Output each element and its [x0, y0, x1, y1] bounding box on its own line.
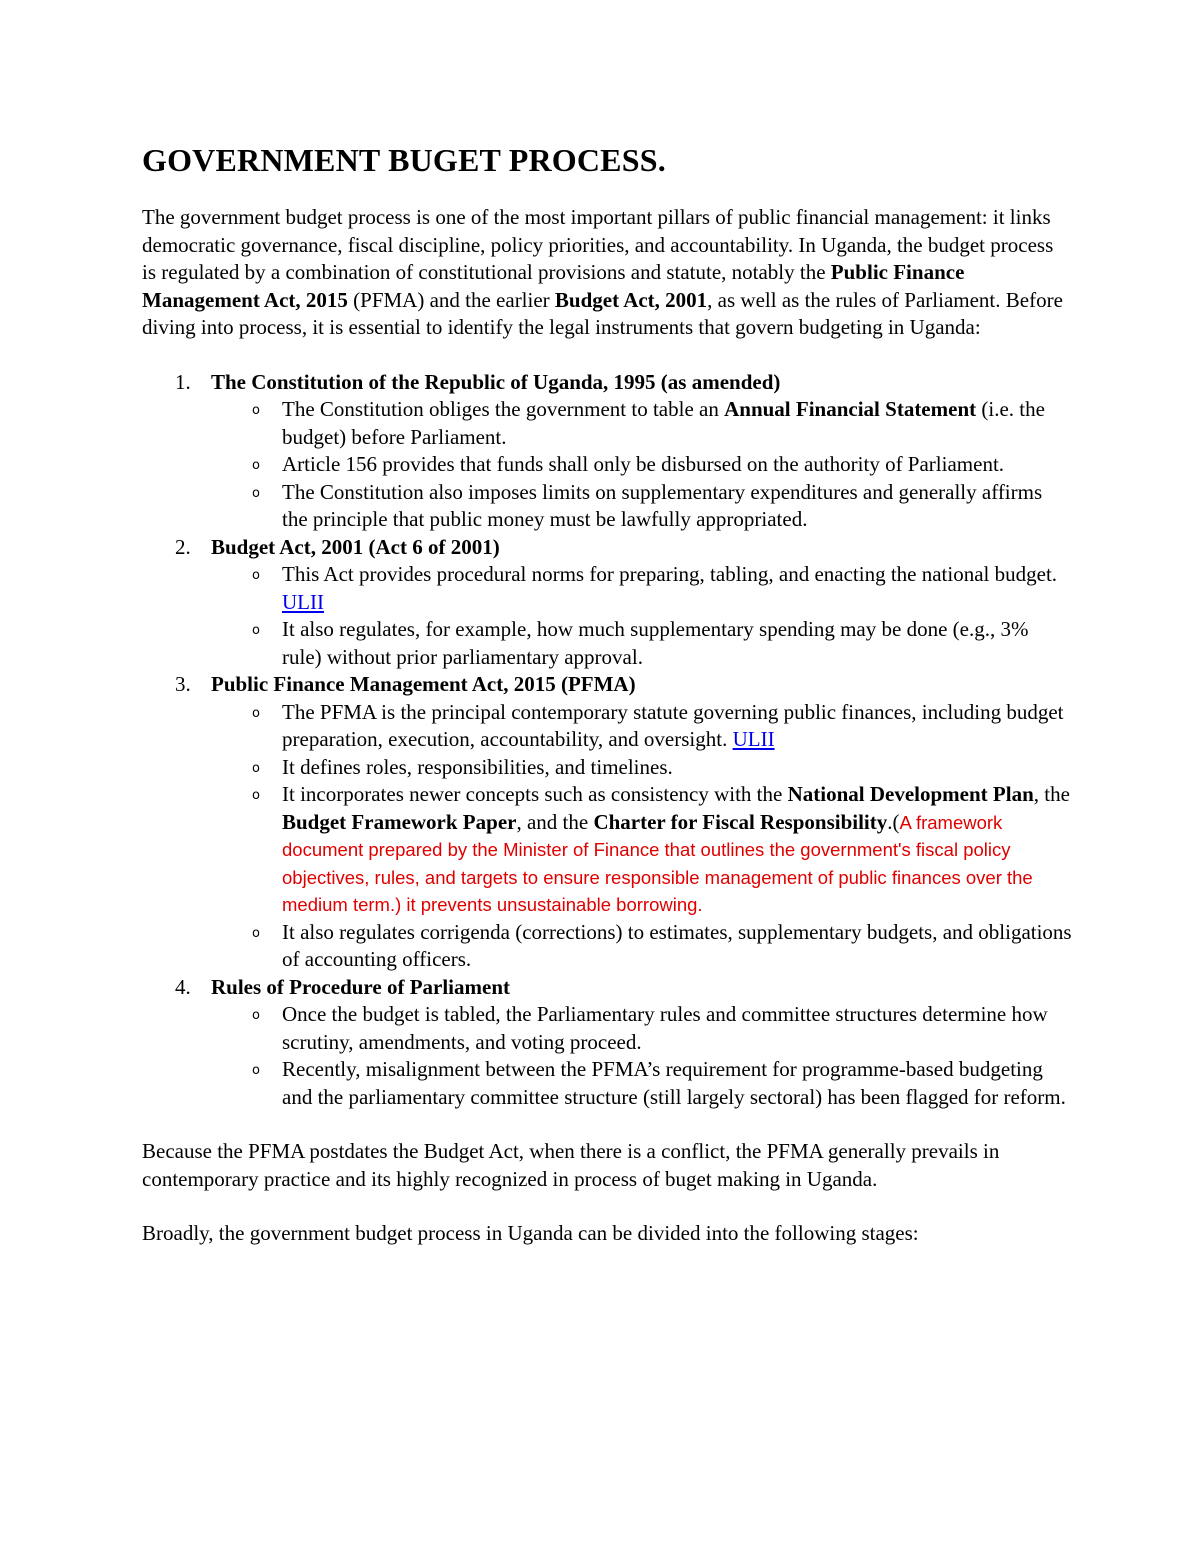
sub-bold: Budget Framework Paper — [282, 809, 517, 834]
conclusion-paragraph: Because the PFMA postdates the Budget Act, when there is a conflict, the PFMA generally prevails in contemporary practice and its highly recognized in process of buget making in Uganda. — [142, 1139, 1000, 1191]
list-number: 1. — [175, 369, 191, 394]
intro-text-3: , as well as the rules of Parliament. Before diving into process, it is essential to identify the legal instruments that govern budgeting in Uganda: — [142, 287, 1063, 339]
intro-paragraph — [142, 204, 1072, 342]
bullet-icon: o — [252, 623, 260, 638]
bullet-icon: o — [252, 788, 260, 803]
intro-bold-budget-act: Budget Act, 2001 — [554, 287, 708, 312]
legal-instruments-list — [142, 369, 1072, 1112]
sub-list — [211, 396, 1072, 534]
sub-list-item — [142, 1001, 1072, 1056]
sub-list-item — [142, 919, 1072, 974]
bullet-icon: o — [252, 705, 260, 721]
document-title: GOVERNMENT BUGET PROCESS. — [142, 142, 666, 178]
sub-text: It also regulates, for example, how much supplementary spending may be done (e.g., 3% rule) without prior parliamentary approval. — [282, 617, 1029, 669]
list-item-constitution — [142, 369, 1072, 534]
stages-paragraph: Broadly, the government budget process in Uganda can be divided into the following stages: — [142, 1221, 919, 1245]
list-heading: Budget Act, 2001 (Act 6 of 2001) — [211, 534, 500, 559]
sub-text: The Constitution also imposes limits on supplementary expenditures and generally affirms the principle that public money must be lawfully appropriated. — [282, 479, 1043, 531]
sub-list-item — [142, 616, 1072, 671]
sub-list-item — [142, 781, 1072, 919]
sub-text: The Constitution obliges the government to table an — [282, 397, 725, 421]
sub-text: Once the budget is tabled, the Parliamentary rules and committee structures determine how scrutiny, amendments, and voting proceed. — [282, 1002, 1048, 1054]
bullet-icon: o — [252, 403, 260, 418]
bullet-icon: o — [252, 925, 260, 941]
sub-text: Article 156 provides that funds shall only be disbursed on the authority of Parliament. — [282, 452, 1005, 476]
sub-text: .( — [887, 809, 900, 834]
intro-text-2: (PFMA) and the earlier — [347, 287, 555, 312]
sub-list — [211, 699, 1072, 974]
list-number: 4. — [175, 974, 191, 999]
bullet-icon: o — [252, 760, 260, 776]
sub-list-item — [142, 479, 1072, 534]
sub-text: It also regulates corrigenda (corrections) to estimates, supplementary budgets, and obligations of accounting officers. — [282, 919, 1072, 971]
document-page — [142, 140, 1072, 1248]
sub-text: , the — [1033, 782, 1070, 806]
list-heading: Public Finance Management Act, 2015 (PFMA) — [211, 672, 636, 696]
sub-text: This Act provides procedural norms for preparing, tabling, and enacting the national budget. — [282, 562, 1058, 586]
sub-text: It incorporates newer concepts such as consistency with the — [282, 782, 788, 806]
sub-list-item — [142, 451, 1072, 479]
bullet-icon: o — [252, 1063, 260, 1078]
sub-list — [211, 561, 1072, 671]
sub-list-item — [142, 396, 1072, 451]
list-heading: Rules of Procedure of Parliament — [211, 974, 510, 999]
bullet-icon: o — [252, 485, 260, 501]
bullet-icon: o — [252, 458, 260, 473]
sub-text: It defines roles, responsibilities, and timelines. — [282, 754, 673, 779]
intro-text-1: The government budget process is one of the most important pillars of public financial management: it links democratic governance, fiscal discipline, policy priorities, and accountability. In Uganda, the budget process is regulated by a combination of constitutional provisions and statute, notably the — [142, 205, 1054, 284]
list-number: 2. — [175, 534, 191, 559]
sub-text: (i.e. the budget) before Parliament. — [282, 397, 1045, 449]
ulii-link[interactable]: ULII — [732, 727, 775, 751]
ulii-link[interactable]: ULII — [282, 589, 324, 614]
sub-bold: National Development Plan — [787, 782, 1034, 806]
sub-list-item — [142, 561, 1072, 616]
sub-list — [211, 1001, 1072, 1111]
list-heading: The Constitution of the Republic of Uganda, 1995 (as amended) — [211, 369, 781, 394]
sub-list-item — [142, 754, 1072, 782]
sub-text: The PFMA is the principal contemporary statute governing public finances, including budget preparation, execution, accountability, and oversight. — [282, 699, 1064, 751]
sub-bold: Charter for Fiscal Responsibility — [593, 809, 888, 834]
bullet-icon: o — [252, 1008, 260, 1023]
list-item-budget-act — [142, 534, 1072, 672]
sub-bold: Annual Financial Statement — [724, 397, 977, 421]
bullet-icon: o — [252, 568, 260, 583]
sub-text: Recently, misalignment between the PFMA’s requirement for programme-based budgeting and the parliamentary committee structure (still largely sectoral) has been flagged for reform. — [282, 1057, 1066, 1109]
sub-list-item — [142, 1056, 1072, 1111]
list-number: 3. — [175, 672, 191, 696]
intro-bold-pfma: Public Finance Management Act, 2015 — [142, 260, 965, 312]
annotation-note: A framework document prepared by the Minister of Finance that outlines the government's fiscal policy objectives, rules, and targets to ensure responsible management of public finances over the medium term.) it prevents unsustainable borrowing. — [282, 811, 1033, 915]
sub-list-item — [142, 699, 1072, 754]
list-item-pfma — [142, 671, 1072, 974]
sub-text: , and the — [516, 809, 594, 834]
list-item-parliament-rules — [142, 974, 1072, 1112]
